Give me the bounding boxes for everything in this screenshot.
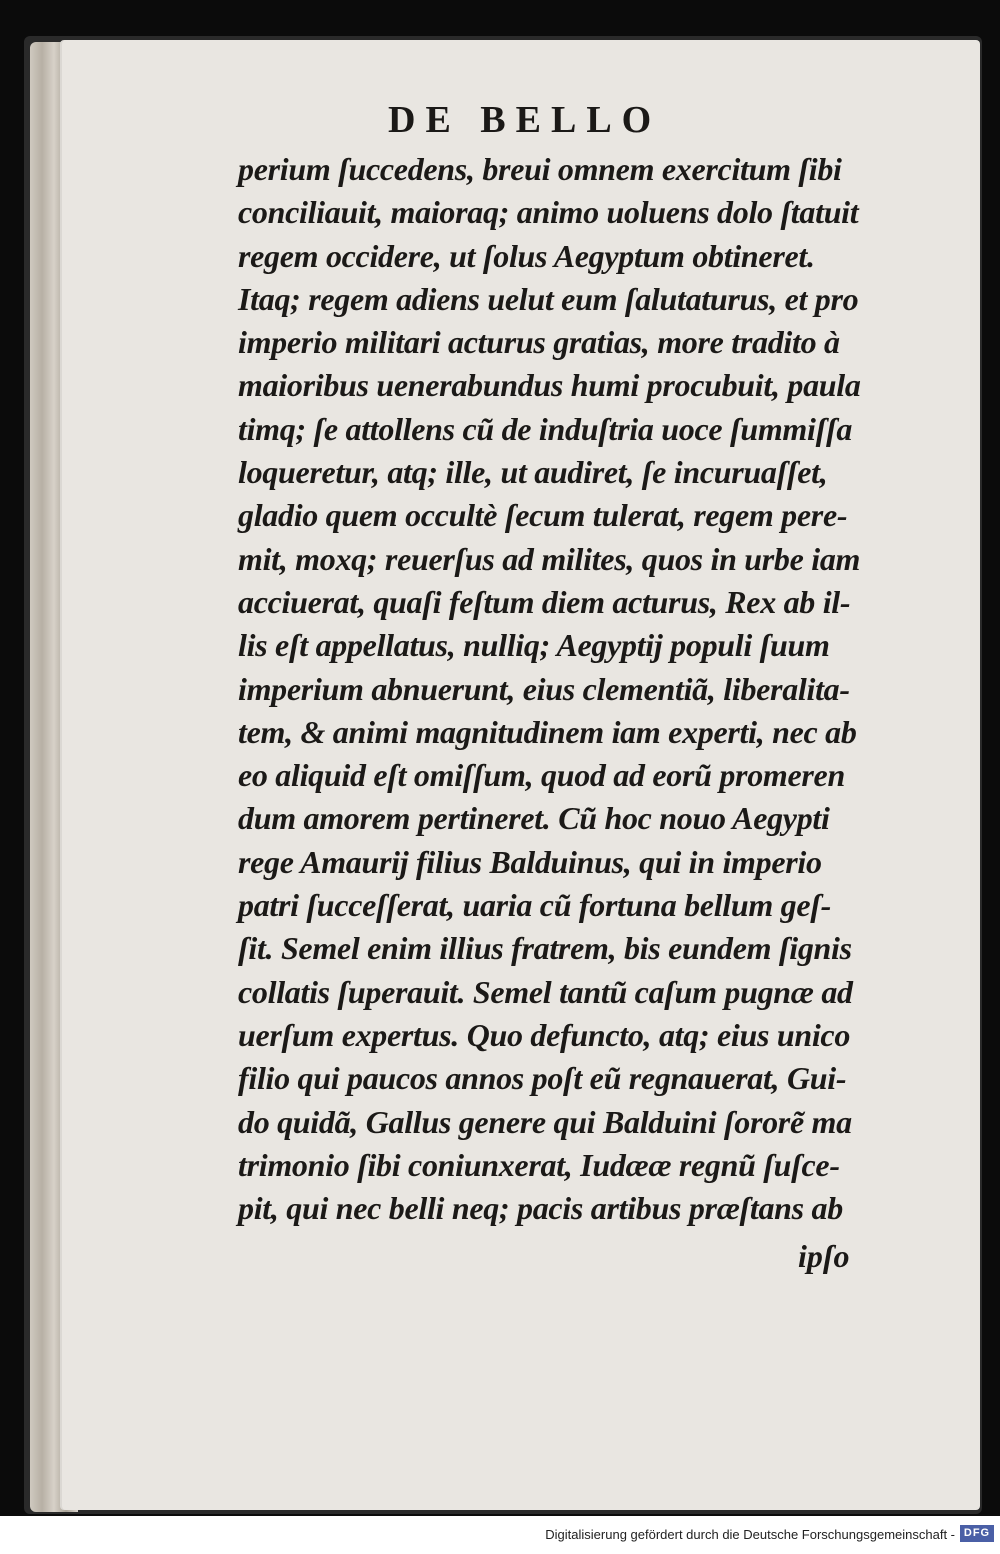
funding-credit: Digitalisierung gefördert durch die Deutsche Forschungsgemeinschaft - [545,1527,955,1542]
text-line: Itaq; regem adiens uelut eum ſalutaturus, et pro [238,280,859,317]
catchword: ipſo [798,1238,850,1274]
text-line: imperium abnuerunt, eius clementiã, liberalita- [238,670,850,707]
text-line: trimonio ſibi coniunxerat, Iudææ regnũ ſuſce- [238,1146,840,1183]
text-line: imperio militari acturus gratias, more tradito à [238,324,840,361]
text-line: ſit. Semel enim illius fratrem, bis eundem ſignis [238,930,852,967]
running-title: DE BELLO [388,99,662,141]
text-line: rege Amaurij filius Balduinus, qui in imperio [238,843,822,880]
text-line: maioribus uenerabundus humi procubuit, paula [238,367,861,404]
dfg-logo-icon: DFG [960,1525,994,1542]
text-line: timq; ſe attollens cũ de induſtria uoce ſummiſſa [238,410,853,447]
text-line: perium ſuccedens, breui omnem exercitum ſibi [238,151,842,187]
text-line: gladio quem occultè ſecum tulerat, regem pere- [238,497,848,534]
text-line: patri ſucceſſerat, uaria cũ fortuna bellum geſ- [238,887,831,924]
text-line: acciuerat, quaſi feſtum diem acturus, Rex ab il- [238,583,851,620]
text-line: collatis ſuperauit. Semel tantũ caſum pugnæ ad [238,973,853,1010]
text-line: mit, moxq; reuerſus ad milites, quos in urbe iam [238,540,861,577]
text-line: loqueretur, atq; ille, ut audiret, ſe incuruaſſet, [238,454,828,491]
text-block [238,148,861,1230]
text-line: uerſum expertus. Quo defuncto, atq; eius unico [238,1016,851,1053]
text-line: lis eſt appellatus, nulliq; Aegyptij populi ſuum [238,627,830,664]
text-line: pit, qui nec belli neq; pacis artibus præſtans ab [238,1190,843,1227]
text-line: tem, & animi magnitudinem iam experti, nec ab [238,713,857,750]
text-line: eo aliquid eſt omiſſum, quod ad eorũ promeren [238,757,845,794]
text-line: do quidã, Gallus genere qui Balduini ſororẽ ma [238,1103,852,1140]
footer-bar [0,1516,1000,1554]
text-line: dum amorem pertineret. Cũ hoc nouo Aegypti [238,800,830,837]
text-line: regem occidere, ut ſolus Aegyptum obtineret. [238,237,815,274]
text-line: filio qui paucos annos poſt eũ regnauerat, Gui- [238,1060,847,1097]
text-line: conciliauit, maioraq; animo uoluens dolo ſtatuit [238,194,859,231]
